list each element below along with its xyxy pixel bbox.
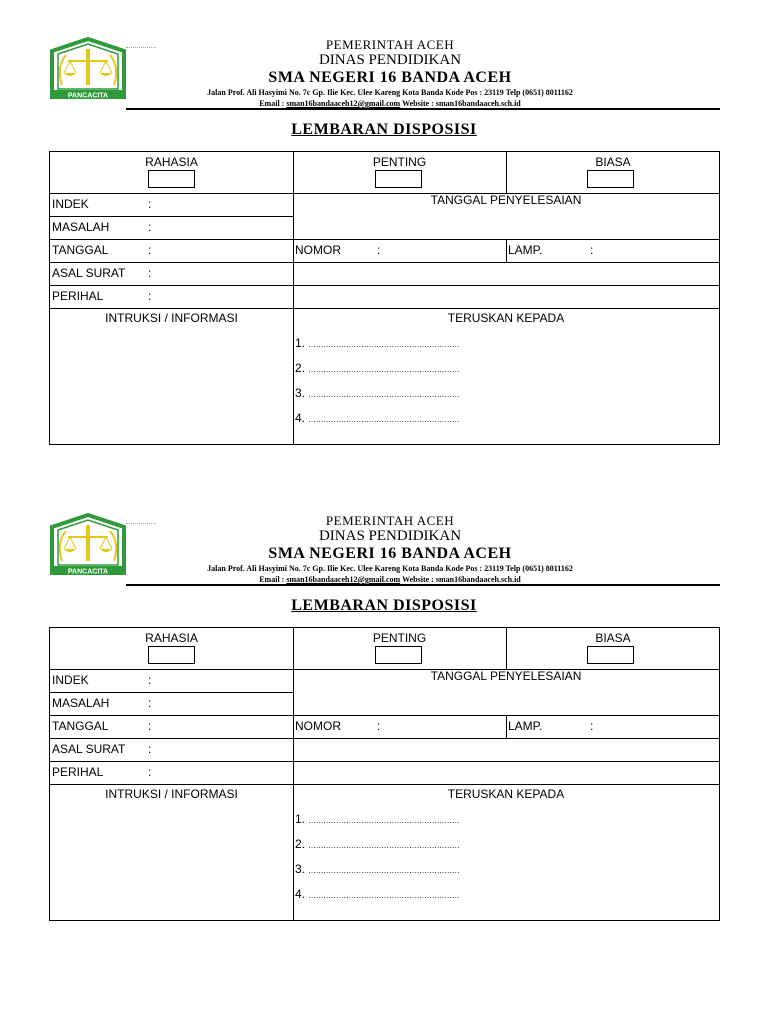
label-penting: PENTING (372, 631, 427, 645)
label-nomor: NOMOR (295, 719, 341, 733)
disposition-table (49, 151, 720, 445)
label-masalah: MASALAH (52, 220, 110, 234)
label-intruksi: INTRUKSI / INFORMASI (105, 311, 238, 325)
list-item: 3. ............................................................ (295, 386, 460, 400)
letterhead-text (140, 37, 640, 109)
aceh-emblem-logo (48, 37, 128, 103)
email-link[interactable]: sman16bandaaceh12@gmail.com (286, 99, 401, 108)
colon: : (148, 243, 152, 257)
checkbox-penting[interactable] (375, 646, 422, 664)
form-title: LEMBARAN DISPOSISI (291, 597, 477, 614)
department-name: DINAS PENDIDIKAN (318, 528, 462, 544)
checkbox-biasa[interactable] (587, 646, 634, 664)
list-item: 2. ............................................................ (295, 361, 460, 375)
logo-text: PANCACITA (67, 92, 109, 100)
checkbox-penting[interactable] (375, 170, 422, 188)
label-masalah: MASALAH (52, 696, 110, 710)
checkbox-rahasia[interactable] (148, 170, 195, 188)
list-item: 4. ............................................................ (295, 411, 460, 425)
letterhead (0, 37, 768, 107)
list-item: 1. ............................................................ (295, 336, 460, 350)
label-biasa: BIASA (595, 155, 631, 169)
label-rahasia: RAHASIA (145, 631, 198, 645)
label-rahasia: RAHASIA (145, 155, 198, 169)
checkbox-rahasia[interactable] (148, 646, 195, 664)
label-lamp: LAMP. (508, 719, 543, 733)
colon: : (148, 765, 152, 779)
government-name: PEMERINTAH ACEH (325, 37, 455, 52)
label-tanggal-penyelesaian: TANGGAL PENYELESAIAN (430, 669, 582, 683)
label-lamp: LAMP. (508, 243, 543, 257)
list-item: 4. ............................................................ (295, 887, 460, 901)
label-indek: INDEK (52, 673, 89, 687)
label-asal-surat: ASAL SURAT (52, 742, 126, 756)
label-teruskan: TERUSKAN KEPADA (447, 311, 565, 325)
department-name: DINAS PENDIDIKAN (318, 52, 462, 68)
checkbox-biasa[interactable] (587, 170, 634, 188)
label-asal-surat: ASAL SURAT (52, 266, 126, 280)
list-item: 3. ............................................................ (295, 862, 460, 876)
label-indek: INDEK (52, 197, 89, 211)
label-tanggal: TANGGAL (52, 243, 109, 257)
aceh-emblem-logo (48, 513, 128, 579)
colon: : (377, 719, 381, 733)
contact-line: Email : sman16bandaaceh12@gmail.com Website : sman16bandaaceh.sch.id (259, 99, 521, 108)
school-name: SMA NEGERI 16 BANDA ACEH (268, 545, 512, 562)
contact-line: Email : sman16bandaaceh12@gmail.com Website : sman16bandaaceh.sch.id (259, 575, 521, 584)
colon: : (377, 243, 381, 257)
colon: : (148, 197, 152, 211)
colon: : (590, 243, 594, 257)
label-tanggal-penyelesaian: TANGGAL PENYELESAIAN (430, 193, 582, 207)
logo-text: PANCACITA (67, 568, 109, 576)
colon: : (148, 266, 152, 280)
colon: : (148, 696, 152, 710)
colon: : (148, 742, 152, 756)
colon: : (148, 673, 152, 687)
colon: : (148, 220, 152, 234)
letterhead-text (140, 513, 640, 585)
label-nomor: NOMOR (295, 243, 341, 257)
label-perihal: PERIHAL (52, 765, 104, 779)
email-link[interactable]: sman16bandaaceh12@gmail.com (286, 575, 401, 584)
government-name: PEMERINTAH ACEH (325, 513, 455, 528)
label-penting: PENTING (372, 155, 427, 169)
list-item: 2. ............................................................ (295, 837, 460, 851)
label-perihal: PERIHAL (52, 289, 104, 303)
label-intruksi: INTRUKSI / INFORMASI (105, 787, 238, 801)
letterhead-rule (126, 584, 720, 586)
letterhead-rule (126, 108, 720, 110)
disposition-table (49, 627, 720, 921)
form-title: LEMBARAN DISPOSISI (291, 121, 477, 138)
school-name: SMA NEGERI 16 BANDA ACEH (268, 69, 512, 86)
label-tanggal: TANGGAL (52, 719, 109, 733)
list-item: 1. ............................................................ (295, 812, 460, 826)
colon: : (148, 289, 152, 303)
letterhead (0, 513, 768, 583)
colon: : (148, 719, 152, 733)
label-teruskan: TERUSKAN KEPADA (447, 787, 565, 801)
school-address: Jalan Prof. Ali Hasyimi No. 7c Gp. Ilie Kec. Ulee Kareng Kota Banda Kode Pos : 23119 Telp (0651) 8011162 (207, 88, 573, 97)
school-address: Jalan Prof. Ali Hasyimi No. 7c Gp. Ilie Kec. Ulee Kareng Kota Banda Kode Pos : 23119 Telp (0651) 8011162 (207, 564, 573, 573)
label-biasa: BIASA (595, 631, 631, 645)
colon: : (590, 719, 594, 733)
